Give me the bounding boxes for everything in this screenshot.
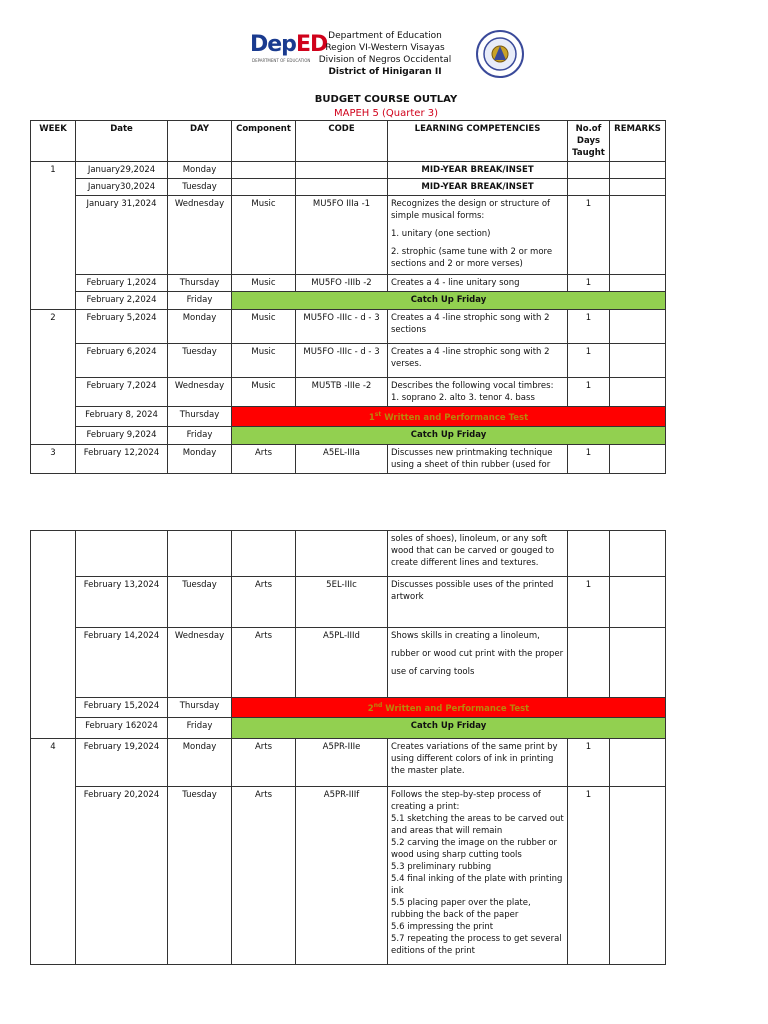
days-cell: 1	[568, 444, 610, 473]
table-row	[31, 698, 666, 718]
table-row	[31, 344, 666, 378]
week-cell: 3	[31, 444, 76, 473]
date-cell: February 9,2024	[76, 426, 168, 444]
code-cell: A5EL-IIIa	[296, 444, 388, 473]
days-cell: 1	[568, 378, 610, 407]
logo-text-ed: ED	[295, 32, 328, 57]
col-header-competencies: LEARNING COMPETENCIES	[388, 121, 568, 162]
code-cell: 5EL-IIIc	[296, 577, 388, 628]
remarks-cell	[610, 378, 666, 407]
table-row	[31, 196, 666, 275]
col-header-days-taught: No.of Days Taught	[568, 121, 610, 162]
competency-cell: Creates a 4 -line strophic song with 2 sections	[388, 310, 568, 344]
code-cell: A5PL-IIId	[296, 628, 388, 698]
day-cell: Monday	[168, 444, 232, 473]
date-cell: February 20,2024	[76, 787, 168, 965]
days-cell: 1	[568, 275, 610, 292]
date-cell: February 2,2024	[76, 292, 168, 310]
code-cell: MU5FO IIIa -1	[296, 196, 388, 275]
remarks-cell	[610, 531, 666, 577]
date-cell: February 12,2024	[76, 444, 168, 473]
competency-cell: soles of shoes), linoleum, or any soft wood that can be carved or gouged to create different lines and textures.	[388, 531, 568, 577]
competency-cell: Creates variations of the same print by using different colors of ink in printing the master plate.	[388, 739, 568, 787]
table-row	[31, 444, 666, 473]
band-text: Written and Performance Test	[382, 703, 530, 714]
competency-cell: Discusses new printmaking technique using a sheet of thin rubber (used for	[388, 444, 568, 473]
catch-up-friday-band: Catch Up Friday	[232, 292, 666, 310]
day-cell: Monday	[168, 739, 232, 787]
days-cell	[568, 162, 610, 179]
catch-up-friday-band: Catch Up Friday	[232, 718, 666, 739]
band-ordinal: 1	[368, 412, 375, 423]
days-cell	[568, 531, 610, 577]
competency-step: 5.6 impressing the print	[391, 922, 494, 932]
date-cell: February 8, 2024	[76, 407, 168, 427]
header-line-1: Department of Education	[328, 31, 442, 41]
date-cell	[76, 531, 168, 577]
code-cell: MU5FO -IIIb -2	[296, 275, 388, 292]
component-cell	[232, 531, 296, 577]
code-cell: A5PR-IIIe	[296, 739, 388, 787]
date-cell: January29,2024	[76, 162, 168, 179]
table-row	[31, 179, 666, 196]
competency-step: 5.2 carving the image on the rubber or wood using sharp cutting tools	[391, 838, 558, 860]
day-cell: Tuesday	[168, 344, 232, 378]
table-row	[31, 787, 666, 965]
code-cell: A5PR-IIIf	[296, 787, 388, 965]
remarks-cell	[610, 196, 666, 275]
days-cell: 1	[568, 787, 610, 965]
component-cell: Music	[232, 196, 296, 275]
competency-cell	[388, 196, 568, 275]
catch-up-friday-band: Catch Up Friday	[232, 426, 666, 444]
table-row	[31, 718, 666, 739]
competency-text: Shows skills in creating a linoleum,	[391, 631, 540, 641]
remarks-cell	[610, 310, 666, 344]
days-cell: 1	[568, 310, 610, 344]
table-header-row	[31, 121, 666, 162]
budget-table-page-1	[30, 120, 666, 474]
date-cell: February 13,2024	[76, 577, 168, 628]
date-cell: January 31,2024	[76, 196, 168, 275]
component-cell: Music	[232, 310, 296, 344]
competency-text: Recognizes the design or structure of simple musical forms:	[391, 199, 551, 221]
date-cell: February 14,2024	[76, 628, 168, 698]
days-cell: 1	[568, 196, 610, 275]
competency-step: 5.3 preliminary rubbing	[391, 862, 492, 872]
code-cell: MU5FO -IIIc - d - 3	[296, 310, 388, 344]
table-row	[31, 407, 666, 427]
table-row	[31, 739, 666, 787]
header-line-3: Division of Negros Occidental	[318, 55, 452, 65]
day-cell: Thursday	[168, 275, 232, 292]
header-line-2: Region VI-Western Visayas	[325, 43, 445, 53]
competency-step: 5.1 sketching the areas to be carved out and areas that will remain	[391, 814, 564, 836]
day-cell: Wednesday	[168, 378, 232, 407]
component-cell: Music	[232, 275, 296, 292]
date-cell: February 162024	[76, 718, 168, 739]
header-address	[300, 30, 470, 78]
col-header-week: WEEK	[31, 121, 76, 162]
competency-text: 2. strophic (same tune with 2 or more sections and 2 or more verses)	[391, 247, 553, 269]
day-cell: Tuesday	[168, 179, 232, 196]
col-header-code: CODE	[296, 121, 388, 162]
competency-cell	[388, 628, 568, 698]
remarks-cell	[610, 344, 666, 378]
competency-step: 5.7 repeating the process to get several editions of the print	[391, 934, 562, 956]
day-cell: Monday	[168, 162, 232, 179]
table-row	[31, 275, 666, 292]
col-header-component: Component	[232, 121, 296, 162]
col-header-remarks: REMARKS	[610, 121, 666, 162]
day-cell: Wednesday	[168, 196, 232, 275]
day-cell	[168, 531, 232, 577]
competency-cell	[388, 787, 568, 965]
competency-cell: Discusses possible uses of the printed artwork	[388, 577, 568, 628]
competency-text: use of carving tools	[391, 667, 475, 677]
competency-cell: Describes the following vocal timbres: 1. soprano 2. alto 3. tenor 4. bass	[388, 378, 568, 407]
header-line-4: District of Hinigaran II	[328, 67, 442, 77]
table-row	[31, 426, 666, 444]
day-cell: Friday	[168, 292, 232, 310]
competency-cell: Creates a 4 - line unitary song	[388, 275, 568, 292]
table-row	[31, 531, 666, 577]
competency-step: 5.5 placing paper over the plate, rubbing the back of the paper	[391, 898, 531, 920]
remarks-cell	[610, 739, 666, 787]
remarks-cell	[610, 577, 666, 628]
days-cell: 1	[568, 577, 610, 628]
table-row	[31, 577, 666, 628]
days-cell: 1	[568, 739, 610, 787]
date-cell: February 6,2024	[76, 344, 168, 378]
logo-subtext: DEPARTMENT OF EDUCATION	[252, 58, 311, 63]
written-test-band	[232, 407, 666, 427]
competency-cell: Creates a 4 -line strophic song with 2 verses.	[388, 344, 568, 378]
competency-text: Follows the step-by-step process of creating a print:	[391, 790, 541, 812]
deped-seal-icon	[476, 30, 524, 78]
component-cell: Arts	[232, 787, 296, 965]
day-cell: Monday	[168, 310, 232, 344]
day-cell: Thursday	[168, 407, 232, 427]
budget-table-page-2	[30, 530, 666, 965]
date-cell: February 19,2024	[76, 739, 168, 787]
written-test-band	[232, 698, 666, 718]
day-cell: Wednesday	[168, 628, 232, 698]
remarks-cell	[610, 162, 666, 179]
days-cell	[568, 179, 610, 196]
document-header	[0, 0, 768, 120]
date-cell: February 1,2024	[76, 275, 168, 292]
day-cell: Friday	[168, 426, 232, 444]
week-cell: 4	[31, 739, 76, 965]
col-header-day: DAY	[168, 121, 232, 162]
remarks-cell	[610, 275, 666, 292]
logo-text-dep: Dep	[250, 32, 296, 57]
days-cell: 1	[568, 344, 610, 378]
week-cell	[31, 531, 76, 739]
table-row	[31, 162, 666, 179]
week-cell: 2	[31, 310, 76, 445]
component-cell	[232, 162, 296, 179]
date-cell: February 15,2024	[76, 698, 168, 718]
component-cell: Arts	[232, 577, 296, 628]
date-cell: February 7,2024	[76, 378, 168, 407]
day-cell: Tuesday	[168, 787, 232, 965]
competency-cell: MID-YEAR BREAK/INSET	[388, 162, 568, 179]
code-cell: MU5FO -IIIc - d - 3	[296, 344, 388, 378]
band-ordinal-suffix: st	[374, 411, 382, 418]
date-cell: February 5,2024	[76, 310, 168, 344]
component-cell	[232, 179, 296, 196]
page-title: BUDGET COURSE OUTLAY	[314, 94, 458, 105]
week-cell: 1	[31, 162, 76, 310]
component-cell: Arts	[232, 444, 296, 473]
table-row	[31, 310, 666, 344]
band-text: Written and Performance Test	[381, 412, 529, 423]
competency-text: rubber or wood cut print with the proper	[391, 649, 564, 659]
remarks-cell	[610, 787, 666, 965]
competency-text: 1. unitary (one section)	[391, 229, 491, 239]
date-cell: January30,2024	[76, 179, 168, 196]
page-subtitle: MAPEH 5 (Quarter 3)	[333, 108, 439, 119]
competency-cell: MID-YEAR BREAK/INSET	[388, 179, 568, 196]
component-cell: Music	[232, 344, 296, 378]
remarks-cell	[610, 444, 666, 473]
day-cell: Friday	[168, 718, 232, 739]
component-cell: Arts	[232, 739, 296, 787]
col-header-date: Date	[76, 121, 168, 162]
days-cell	[568, 628, 610, 698]
table-row	[31, 292, 666, 310]
component-cell: Music	[232, 378, 296, 407]
remarks-cell	[610, 179, 666, 196]
day-cell: Thursday	[168, 698, 232, 718]
table-row	[31, 628, 666, 698]
band-ordinal-suffix: nd	[373, 702, 383, 709]
remarks-cell	[610, 628, 666, 698]
table-row	[31, 378, 666, 407]
band-ordinal: 2	[367, 703, 374, 714]
code-cell: MU5TB -IIIe -2	[296, 378, 388, 407]
code-cell	[296, 179, 388, 196]
component-cell: Arts	[232, 628, 296, 698]
code-cell	[296, 162, 388, 179]
competency-step: 5.4 final inking of the plate with printing ink	[391, 874, 563, 896]
day-cell: Tuesday	[168, 577, 232, 628]
code-cell	[296, 531, 388, 577]
